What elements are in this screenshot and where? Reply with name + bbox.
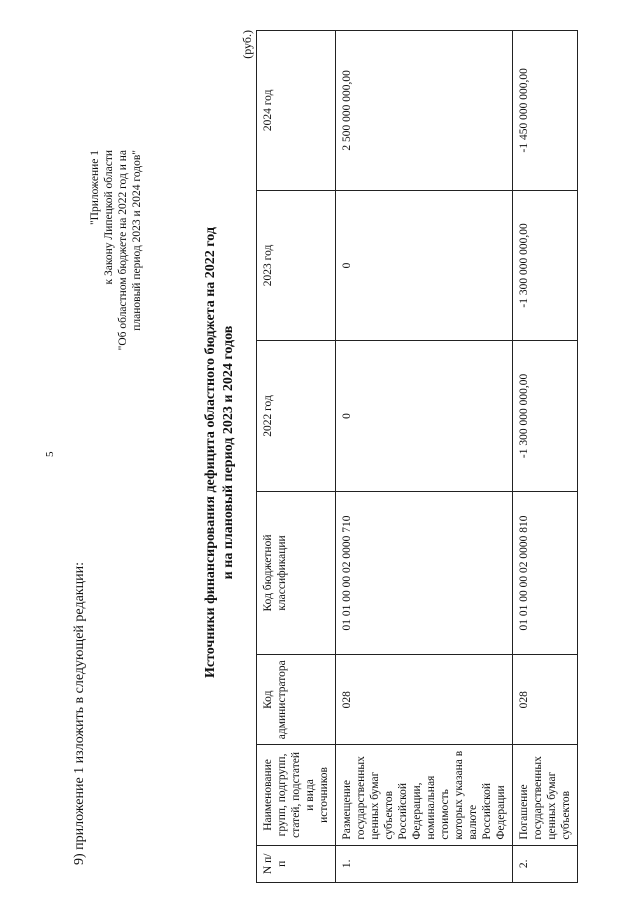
cell-name: Размещение государственных ценных бумаг субъектов Российской Федерации, номинальная стоимость которых указана в валюте Российской Федерации: [336, 745, 513, 845]
cell-num: 2.: [513, 845, 578, 882]
title-line-1: Источники финансирования дефицита областного бюджета на 2022 год: [203, 227, 218, 679]
header-name: Наименование групп, подгрупп, статей, подстатей и вида источников: [257, 745, 336, 845]
cell-2024: -1 450 000 000,00: [513, 31, 578, 191]
title-line-2: и на плановый период 2023 и 2024 годов: [221, 325, 236, 580]
cell-2023: 0: [336, 190, 513, 341]
cell-admin: 028: [513, 655, 578, 745]
cell-num: 1.: [336, 845, 513, 882]
appendix-header: [88, 150, 144, 450]
financing-table: [256, 30, 578, 883]
document-title: [202, 0, 238, 905]
page-number: 5: [44, 451, 56, 457]
cell-code: 01 01 00 00 02 0000 810: [513, 491, 578, 655]
table-row: [336, 31, 513, 883]
appendix-line-3: "Об областном бюджете на 2022 год и на: [117, 150, 129, 351]
appendix-line-2: к Закону Липецкой области: [103, 150, 115, 285]
header-num: N п/п: [257, 845, 336, 882]
cell-2024: 2 500 000 000,00: [336, 31, 513, 191]
appendix-line-1: "Приложение 1: [89, 150, 101, 226]
appendix-line-4: плановый период 2023 и 2024 годов": [131, 150, 143, 331]
intro-text: 9) приложение 1 изложить в следующей редакции:: [72, 562, 87, 865]
header-code: Код бюджетной классификации: [257, 491, 336, 655]
cell-admin: 028: [336, 655, 513, 745]
table-header-row: [257, 31, 336, 883]
cell-code: 01 01 00 00 02 0000 710: [336, 491, 513, 655]
header-admin: Код администратора: [257, 655, 336, 745]
cell-2022: -1 300 000 000,00: [513, 341, 578, 492]
header-2022: 2022 год: [257, 341, 336, 492]
cell-2023: -1 300 000 000,00: [513, 190, 578, 341]
cell-name: Погашение государственных ценных бумаг субъектов: [513, 745, 578, 845]
header-2023: 2023 год: [257, 190, 336, 341]
currency-unit: (руб.): [240, 30, 254, 59]
header-2024: 2024 год: [257, 31, 336, 191]
table-row: [513, 31, 578, 883]
cell-2022: 0: [336, 341, 513, 492]
